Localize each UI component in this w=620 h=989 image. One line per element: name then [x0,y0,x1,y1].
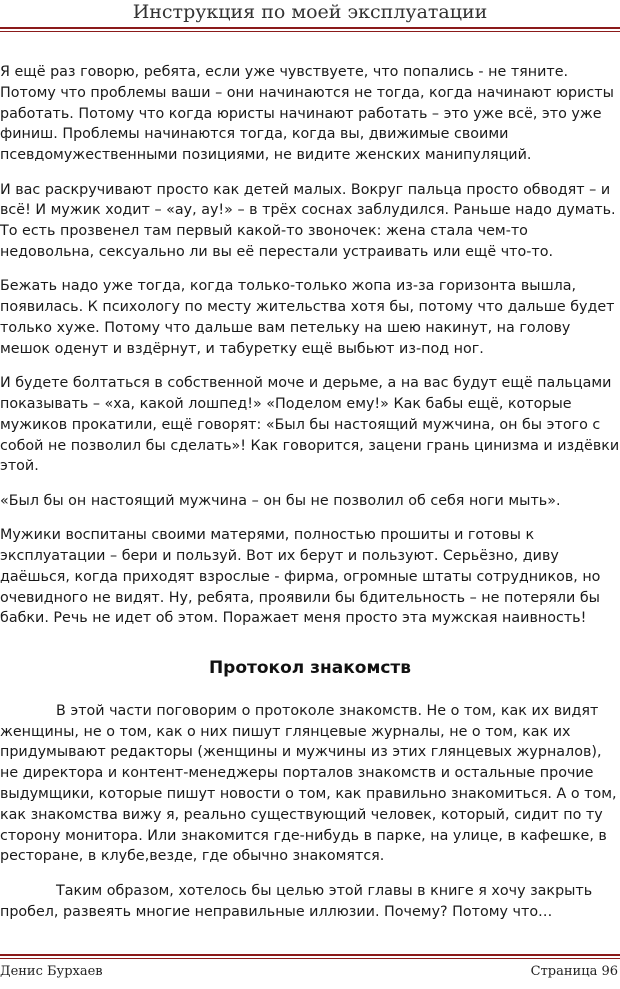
section-paragraph: В этой части поговорим о протоколе знакомств. Не о том, как их видят женщины, не о том, как о них пишут глянцевые журналы, не о том, как их придумывают редакторы (женщины и мужчины из этих глянцевых журналов), не директора и контент-менеджеры порталов знакомств и остальные прочие выдумщики, которые пишут новости о том, как правильно знакомиться. А о том, как знакомства вижу я, реально существующий человек, который, сидит по ту сторону монитора. Или знакомится где-нибудь в парке, на улице, в кафешке, в ресторане, в клубе,везде, где обычно знакомятся. [0,702,617,865]
footer-page-number: Страница 96 [530,964,618,979]
footer-author: Денис Бурхаев [0,964,103,979]
body-paragraph: Бежать надо уже тогда, когда только-только жопа из-за горизонта вышла, появилась. К психологу по месту жительства хотя бы, потому что дальше будет только хуже. Потому что дальше вам петельку на шею накинут, на голову мешок оденут и вздёрнут, и табуретку ещё выбьют из-под ног. [0,278,615,357]
header-rule [0,27,620,29]
section-heading: Протокол знакомств [208,658,412,679]
body-paragraph: «Был бы он настоящий мужчина – он бы не позволил об себя ноги мыть». [0,492,561,509]
footer-rule [0,954,620,956]
body-paragraph: И будете болтаться в собственной моче и дерьме, а на вас будут ещё пальцами показывать – «ха, какой лошпед!» «Поделом ему!» Как бабы ещё, которые мужиков прокатили, ещё говорят: «Был бы настоящий мужчина, он бы этого с собой не позволил бы сделать»! Как говорится, зацени грань цинизма и издёвки этой. [0,375,620,475]
body-paragraph: И вас раскручивают просто как детей малых. Вокруг пальца просто обводят – и всё! И мужик ходит – «ау, ау!» – в трёх соснах заблудился. Раньше надо думать. То есть прозвенел там первый какой-то звоночек: жена стала чем-то недовольна, сексуально ли вы её перестали устраивать или ещё что-то. [0,181,616,260]
section-paragraph: Таким образом, хотелось бы целью этой главы в книге я хочу закрыть пробел, развеять многие неправильные иллюзии. Почему? Потому что… [0,882,593,920]
footer-rule-thin [0,958,620,959]
header-rule-thin [0,31,620,32]
page-body [0,62,620,936]
body-paragraph: Мужики воспитаны своими матерями, полностью прошиты и готовы к эксплуатации – бери и пользуй. Вот их берут и пользуют. Серьёзно, диву даёшься, когда приходят взрослые - фирма, огромные штаты сотрудников, но очевидного не видят. Ну, ребята, проявили бы бдительность – не потеряли бы бабки. Речь не идет об этом. Поражает меня просто эта мужская наивность! [0,527,601,627]
body-paragraph: Я ещё раз говорю, ребята, если уже чувствуете, что попались - не тяните. Потому что проблемы ваши – они начинаются не тогда, когда начинают юристы работать. Потому что когда юристы начинают работать – это уже всё, это уже финиш. Проблемы начинаются тогда, когда вы, движимые своими псевдомужественными позициями, не видите женских манипуляций. [0,64,614,164]
page-header-title: Инструкция по моей эксплуатации [132,1,488,23]
